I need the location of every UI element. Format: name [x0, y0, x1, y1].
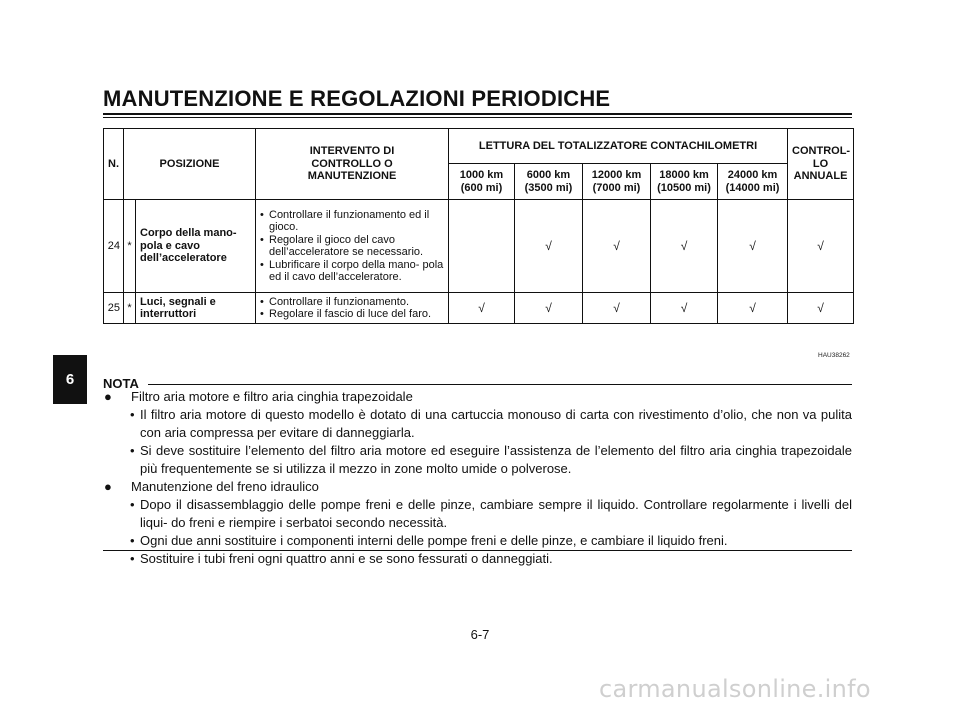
header-km-1000: 1000 km (600 mi): [449, 164, 515, 200]
header-km-12000: 12000 km (7000 mi): [583, 164, 651, 200]
check-1000: [449, 200, 515, 293]
bullet-icon: •: [130, 533, 135, 548]
header-km-18000: 18000 km (10500 mi): [651, 164, 718, 200]
check-18000: √: [651, 293, 718, 324]
intervento-item: • Regolare il gioco del cavo dell’acceleratore se necessario.: [260, 234, 446, 259]
nota-end-rule: [103, 550, 852, 551]
check-24000: √: [718, 293, 788, 324]
header-intervento: INTERVENTO DI CONTROLLO O MANUTENZIONE: [256, 129, 449, 200]
row-star: *: [124, 200, 136, 293]
nota-label: NOTA: [103, 376, 139, 391]
nota-section-title: ● Filtro aria motore e filtro aria cinghia trapezoidale: [104, 389, 413, 404]
bullet-circle-icon: ●: [104, 479, 112, 494]
header-n: N.: [104, 129, 124, 200]
check-annuale: √: [788, 200, 854, 293]
header-controllo-annuale: CONTROL- LO ANNUALE: [788, 129, 854, 200]
bullet-icon: •: [130, 443, 135, 458]
check-12000: √: [583, 200, 651, 293]
nota-item: • Dopo il disassemblaggio delle pompe freni e delle pinze, cambiare sempre il liquido. Controllare regolarmente i livelli del liqui- do freni e riempire i serbatoi secondo necessità.: [130, 497, 852, 530]
title-rule-thick: [103, 113, 852, 115]
intervento-item: • Lubrificare il corpo della mano- pola ed il cavo dell’acceleratore.: [260, 259, 446, 284]
bullet-icon: •: [130, 551, 135, 566]
row-star: *: [124, 293, 136, 324]
row-interventi: [256, 293, 449, 324]
nota-section-title: ● Manutenzione del freno idraulico: [104, 479, 319, 494]
bullet-circle-icon: ●: [104, 389, 112, 404]
bullet-icon: •: [130, 407, 135, 422]
row-posizione: Luci, segnali e interruttori: [136, 293, 256, 324]
check-1000: √: [449, 293, 515, 324]
bullet-icon: •: [130, 497, 135, 512]
check-12000: √: [583, 293, 651, 324]
intervento-item: • Controllare il funzionamento ed il gioco.: [260, 209, 446, 234]
intervento-item: • Controllare il funzionamento.: [260, 296, 446, 309]
row-number: 24: [104, 200, 124, 293]
intervento-item: • Regolare il fascio di luce del faro.: [260, 308, 446, 321]
row-number: 25: [104, 293, 124, 324]
nota-rule: [148, 384, 852, 385]
watermark: carmanualsonline.info: [599, 675, 871, 703]
check-18000: √: [651, 200, 718, 293]
chapter-tab: 6: [53, 355, 87, 404]
maintenance-table: [103, 128, 854, 324]
nota-item: • Si deve sostituire l’elemento del filtro aria motore ed eseguire l’assistenza de l’elemento del filtro aria cinghia trapezoidale più frequentemente se si utilizza il mezzo in zone molto umide o polverose.: [130, 443, 852, 476]
row-interventi: [256, 200, 449, 293]
nota-body: [103, 388, 852, 568]
header-km-6000: 6000 km (3500 mi): [515, 164, 583, 200]
page-title: MANUTENZIONE E REGOLAZIONI PERIODICHE: [103, 86, 611, 111]
check-6000: √: [515, 200, 583, 293]
nota-item: • Sostituire i tubi freni ogni quattro anni e se sono fessurati o danneggiati.: [130, 551, 553, 566]
header-posizione: POSIZIONE: [124, 129, 256, 200]
header-km-24000: 24000 km (14000 mi): [718, 164, 788, 200]
nota-item: • Ogni due anni sostituire i componenti interni delle pompe freni e delle pinze, e cambiare il liquido freni.: [130, 533, 728, 548]
nota-item: • Il filtro aria motore di questo modello è dotato di una cartuccia monouso di carta con rivestimento d’olio, che non va pulita con aria compressa per evitare di danneggiarla.: [130, 407, 852, 440]
table-row: [104, 200, 854, 293]
header-lettura: LETTURA DEL TOTALIZZATORE CONTACHILOMETRI: [449, 129, 788, 164]
row-posizione: Corpo della mano- pola e cavo dell’acceleratore: [136, 200, 256, 293]
page-number: 6-7: [470, 627, 490, 642]
check-annuale: √: [788, 293, 854, 324]
doc-code: HAU38262: [818, 352, 850, 359]
check-24000: √: [718, 200, 788, 293]
table-row: [104, 293, 854, 324]
check-6000: √: [515, 293, 583, 324]
title-rule-thin: [103, 117, 852, 118]
